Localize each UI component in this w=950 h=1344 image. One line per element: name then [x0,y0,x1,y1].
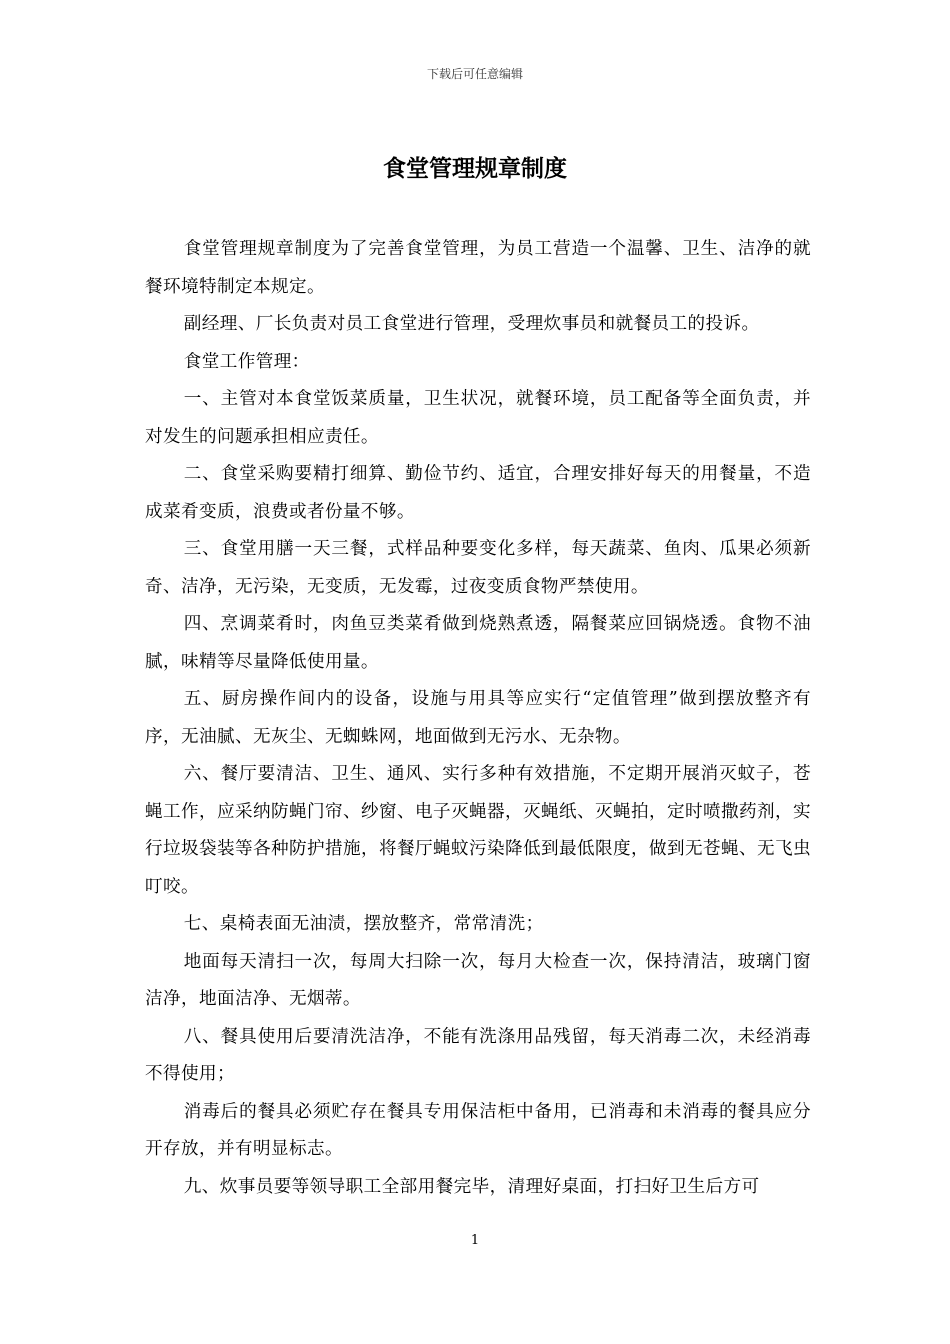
paragraph-item-7-continued: 地面每天清扫一次，每周大扫除一次，每月大检查一次，保持清洁，玻璃门窗洁净，地面洁净、无烟蒂。 [145,951,811,1009]
header-note: 下载后可任意编辑 [426,67,523,81]
document-title: 食堂管理规章制度 [383,155,567,182]
paragraph-item-3: 三、食堂用膳一天三餐，式样品种要变化多样，每天蔬菜、鱼肉、瓜果必须新奇、洁净，无污染，无变质，无发霉，过夜变质食物严禁使用。 [145,539,811,597]
paragraph-section-heading: 食堂工作管理： [183,351,310,372]
paragraph-item-7: 七、桌椅表面无油渍，摆放整齐，常常清洗； [183,914,544,934]
paragraph-responsibility: 副经理、厂长负责对员工食堂进行管理，受理炊事员和就餐员工的投诉。 [183,314,760,334]
paragraph-intro: 食堂管理规章制度为了完善食堂管理，为员工营造一个温馨、卫生、洁净的就餐环境特制定本规定。 [145,239,811,297]
paragraph-item-2: 二、食堂采购要精打细算、勤俭节约、适宜，合理安排好每天的用餐量，不造成菜肴变质，浪费或者份量不够。 [145,464,811,522]
paragraph-item-9: 九、炊事员要等领导职工全部用餐完毕，清理好桌面，打扫好卫生后方可 [183,1176,760,1197]
paragraph-item-1: 一、主管对本食堂饭菜质量，卫生状况，就餐环境，员工配备等全面负责，并对发生的问题承担相应责任。 [145,389,811,447]
page-number: 1 [470,1233,480,1248]
paragraph-item-8: 八、餐具使用后要清洗洁净，不能有洗涤用品残留，每天消毒二次，未经消毒不得使用； [145,1026,811,1084]
paragraph-item-8-continued: 消毒后的餐具必须贮存在餐具专用保洁柜中备用，已消毒和未消毒的餐具应分开存放，并有明显标志。 [145,1101,811,1159]
document-body [145,231,811,1206]
paragraph-item-6: 六、餐厅要清洁、卫生、通风、实行多种有效措施，不定期开展消灭蚊子，苍蝇工作，应采纳防蝇门帘、纱窗、电子灭蝇器，灭蝇纸、灭蝇拍，定时喷撒药剂，实行垃圾袋装等各种防护措施，将餐厅蝇蚊污染降低到最低限度，做到无苍蝇、无飞虫叮咬。 [145,764,811,897]
paragraph-item-4: 四、烹调菜肴时，肉鱼豆类菜肴做到烧熟煮透，隔餐菜应回锅烧透。食物不油腻，味精等尽量降低使用量。 [145,614,811,672]
paragraph-item-5: 五、厨房操作间内的设备，设施与用具等应实行“定值管理”做到摆放整齐有序，无油腻、无灰尘、无蜘蛛网，地面做到无污水、无杂物。 [145,689,811,747]
